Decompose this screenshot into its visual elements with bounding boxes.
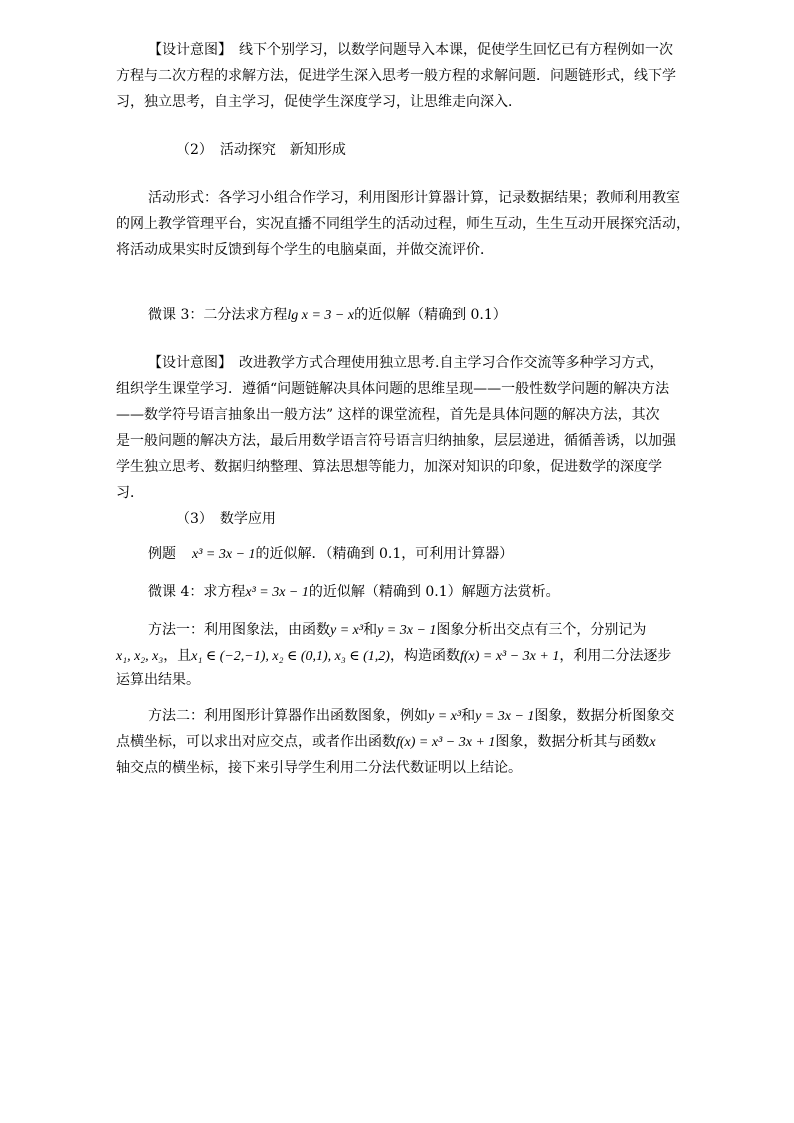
activity-form-line-3: 将活动成果实时反馈到每个学生的电脑桌面，并做交流评价．: [116, 242, 494, 258]
method-2-x-variable: x: [649, 735, 656, 750]
method-1-constructed-function: f(x) = x³ − 3x + 1: [459, 649, 560, 664]
section-heading-2: （2） 活动探究 新知形成: [176, 142, 346, 158]
method-2-text-d: 点横坐标，可以求出对应交点，或者作出函数: [116, 734, 396, 750]
activity-form-line-1: 活动形式：各学习小组合作学习，利用图形计算器计算，记录数据结果；教师利用教室: [148, 190, 680, 206]
method-1-func-linear: y = 3x − 1: [377, 623, 437, 638]
method-1-text-f: ，利用二分法逐步: [559, 648, 672, 664]
example-prefix: 例题: [148, 546, 176, 562]
design-intent-2-line-6: 习．: [116, 485, 144, 501]
method-1-text-b: 和: [363, 622, 378, 638]
method-2-line-1: [148, 706, 728, 727]
micro-lesson-4-equation: x³ = 3x − 1: [245, 585, 309, 600]
method-1-func-cubic: y = x³: [330, 623, 364, 638]
design-intent-2-line-5: 学生独立思考、数据归纳整理、算法思想等能力，加深对知识的印象，促进数学的深度学: [116, 459, 662, 475]
method-1-text-d: ，且: [163, 648, 192, 664]
micro-lesson-3-suffix: 的近似解（精确到 0.1）: [354, 307, 507, 323]
micro-lesson-3-prefix: 微课 3：二分法求方程: [148, 307, 288, 323]
method-2-line-2: [116, 732, 696, 753]
design-intent-2-line-4: 是一般问题的解决方法，最后用数学语言符号语言归纳抽象，层层递进，循循善诱，以加强: [116, 433, 676, 449]
example-equation: x³ = 3x − 1: [192, 547, 256, 562]
method-1-line-1: [148, 620, 728, 641]
method-1-intervals: x₁ ∈ (−2,−1), x₂ ∈ (0,1), x₃ ∈ (1,2): [191, 649, 390, 664]
method-1-line-2: [116, 646, 696, 667]
method-2-text-c: 图象，数据分析图象交: [534, 708, 675, 724]
method-2-constructed-function: f(x) = x³ − 3x + 1: [396, 735, 496, 750]
method-2-text-a: 方法二：利用图形计算器作出函数图象，例如: [148, 708, 428, 724]
micro-lesson-4-suffix: 的近似解（精确到 0.1）解题方法赏析。: [308, 584, 560, 600]
design-intent-1-line-3: 习，独立思考，自主学习，促使学生深度学习，让思维走向深入．: [116, 94, 522, 110]
design-intent-1-line-2: 方程与二次方程的求解方法，促进学生深入思考一般方程的求解问题．问题链形式，线下学: [116, 68, 676, 84]
micro-lesson-3: [148, 305, 728, 326]
method-2-text-e: 图象，数据分析其与函数: [495, 734, 650, 750]
example-suffix: 的近似解．（精确到 0.1，可利用计算器）: [255, 546, 514, 562]
micro-lesson-3-equation: lg x = 3 − x: [287, 308, 355, 323]
method-1-roots: x₁, x₂, x₃: [116, 649, 164, 664]
section-heading-3: （3） 数学应用: [176, 511, 276, 527]
method-1-text-a: 方法一：利用图象法，由函数: [148, 622, 330, 638]
micro-lesson-4-prefix: 微课 4：求方程: [148, 584, 246, 600]
method-2-func-linear: y = 3x − 1: [475, 709, 535, 724]
method-1-text-e: ，构造函数: [389, 648, 460, 664]
micro-lesson-4: [148, 582, 728, 603]
method-1-text-c: 图象分析出交点有三个，分别记为: [436, 622, 647, 638]
design-intent-2-line-1: 【设计意图】 改进教学方式合理使用独立思考.自主学习合作交流等多种学习方式，: [148, 355, 664, 371]
design-intent-2-line-2: 组织学生课堂学习．遵循“问题链解决具体问题的思维呈现——一般性数学问题的解决方法: [116, 381, 670, 397]
method-2-line-3: 轴交点的横坐标，接下来引导学生利用二分法代数证明以上结论。: [116, 760, 522, 776]
design-intent-2-line-3: ——数学符号语言抽象出一般方法” 这样的课堂流程，首先是具体问题的解决方法，其次: [116, 407, 660, 423]
method-2-text-b: 和: [461, 708, 476, 724]
activity-form-line-2: 的网上教学管理平台，实况直播不同组学生的活动过程，师生互动，生生互动开展探究活动，: [116, 216, 690, 232]
design-intent-1-line-1: 【设计意图】 线下个别学习，以数学问题导入本课，促使学生回忆已有方程例如一次: [148, 42, 673, 58]
method-2-func-cubic: y = x³: [428, 709, 462, 724]
method-1-line-3: 运算出结果。: [116, 672, 200, 688]
example-line: [148, 544, 728, 565]
